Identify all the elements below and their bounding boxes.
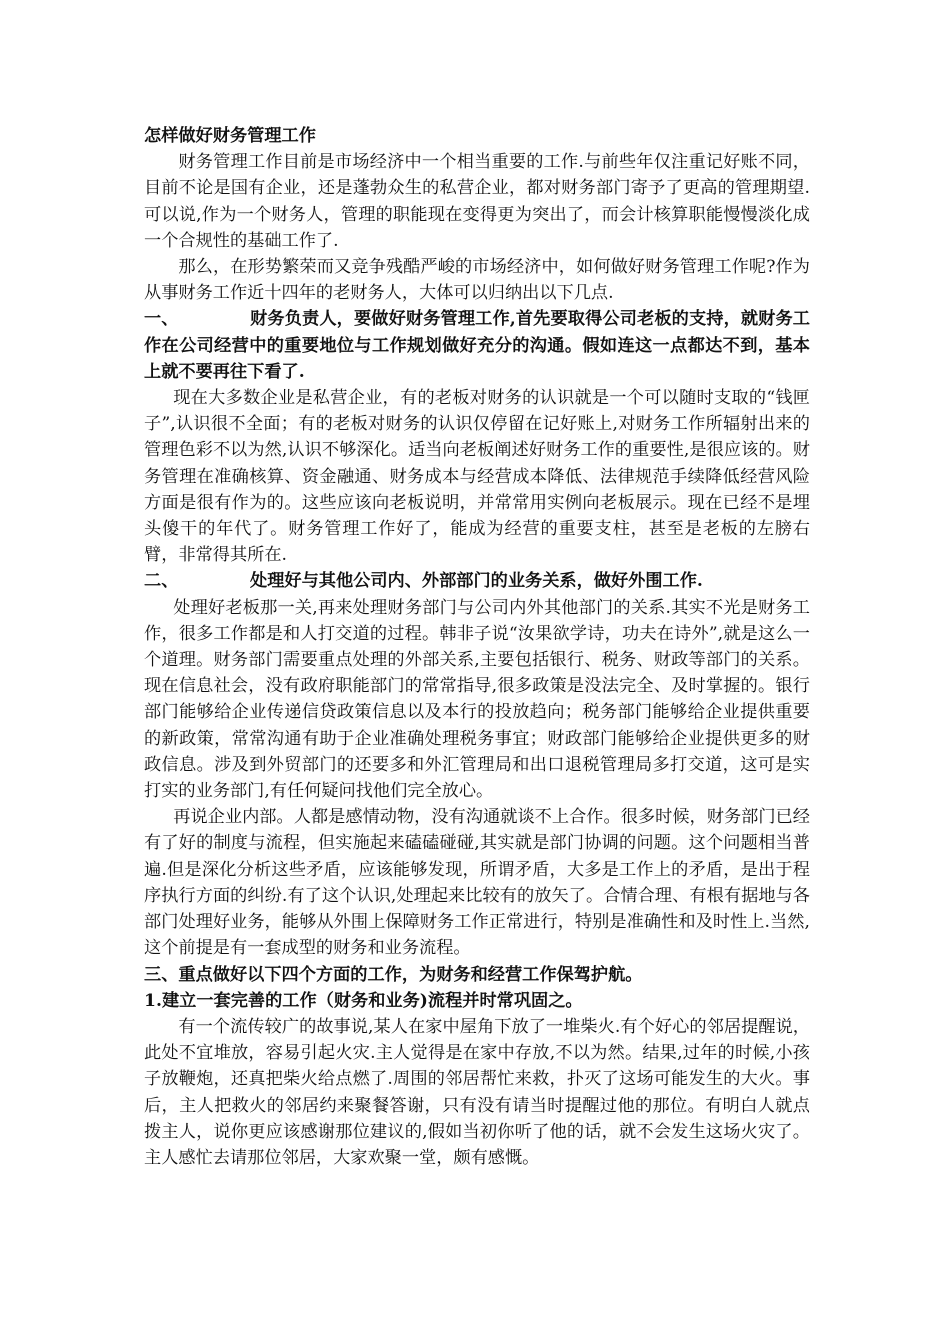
document-page — [144, 123, 810, 1171]
section-1-body: 现在大多数企业是私营企业，有的老板对财务的认识就是一个可以随时支取的“钱匣子”,认识很不全面；有的老板对财务的认识仅停留在记好账上,对财务工作所辐射出来的管理色彩不以为然,认识不够深化。适当向老板阐述好财务工作的重要性,是很应该的。财务管理在准确核算、资金融通、财务成本与经营成本降低、法律规范手续降低经营风险方面是很有作为的。这些应该向老板说明，并常常用实例向老板展示。现在已经不是埋头傻干的年代了。财务管理工作好了，能成为经营的重要支柱，甚至是老板的左膀右臂，非常得其所在. — [144, 388, 810, 566]
document-title: 怎样做好财务管理工作 — [144, 126, 316, 146]
section-2-heading-text: 处理好与其他公司内、外部部门的业务关系，做好外围工作. — [250, 571, 703, 592]
section-2-body-1: 处理好老板那一关,再来处理财务部门与公司内外其他部门的关系.其实不光是财务工作，很多工作都是和人打交道的过程。韩非子说“汝果欲学诗，功夫在诗外”,就是这么一个道理。财务部门需要重点处理的外部关系,主要包括银行、税务、财政等部门的关系。现在信息社会，没有政府职能部门的常常指导,很多政策是没法完全、及时掌握的。银行部门能够给企业传递信贷政策信息以及本行的投放趋向；税务部门能够给企业提供重要的新政策，常常沟通有助于企业准确处理税务事宜；财政部门能够给企业提供更多的财政信息。涉及到外贸部门的还要多和外汇管理局和出口退税管理局多打交道，这可是实打实的业务部门,有任何疑问找他们完全放心。 — [144, 597, 810, 802]
section-2-number: 二、 — [144, 571, 179, 592]
intro-paragraph-2: 那么，在形势繁荣而又竞争残酷严峻的市场经济中，如何做好财务管理工作呢?作为从事财务工作近十四年的老财务人，大体可以归纳出以下几点. — [144, 257, 810, 304]
section-2-body-2: 再说企业内部。人都是感情动物，没有沟通就谈不上合作。很多时候，财务部门已经有了好的制度与流程，但实施起来磕磕碰碰,其实就是部门协调的问题。这个问题相当普遍.但是深化分析这些矛盾，应该能够发现，所谓矛盾，大多是工作上的矛盾，是出于程序执行方面的纠纷.有了这个认识,处理起来比较有的放矢了。合情合理、有根有据地与各部门处理好业务，能够从外围上保障财务工作正常进行，特别是准确性和及时性上.当然,这个前提是有一套成型的财务和业务流程。 — [144, 807, 810, 959]
section-3-item-1-body: 有一个流传较广的故事说,某人在家中屋角下放了一堆柴火.有个好心的邻居提醒说，此处不宜堆放，容易引起火灾.主人觉得是在家中存放,不以为然。结果,过年的时候,小孩子放鞭炮，还真把柴火给点燃了.周围的邻居帮忙来救，扑灭了这场可能发生的大火。事后，主人把救火的邻居约来聚餐答谢，只有没有请当时提醒过他的那位。有明白人就点拨主人，说你更应该感谢那位建议的,假如当初你听了他的话，就不会发生这场火灾了。主人感忙去请那位邻居，大家欢聚一堂，颇有感慨。 — [144, 1016, 810, 1168]
section-1-number: 一、 — [144, 309, 179, 330]
section-3-item-1-heading: 1.建立一套完善的工作（财务和业务)流程并时常巩固之。 — [144, 990, 583, 1011]
section-3-heading: 三、重点做好以下四个方面的工作，为财务和经营工作保驾护航。 — [144, 964, 643, 985]
section-1-heading — [144, 306, 810, 385]
intro-paragraph-1: 财务管理工作目前是市场经济中一个相当重要的工作.与前些年仅注重记好账不同，目前不论是国有企业，还是蓬勃众生的私营企业，都对财务部门寄予了更高的管理期望.可以说,作为一个财务人，管理的职能现在变得更为突出了，而会计核算职能慢慢淡化成一个合规性的基础工作了. — [144, 152, 810, 251]
section-2-heading — [144, 568, 810, 594]
section-1-heading-text: 财务负责人，要做好财务管理工作,首先要取得公司老板的支持，就财务工作在公司经营中的重要地位与工作规划做好充分的沟通。假如连这一点都达不到，基本上就不要再往下看了. — [144, 309, 810, 382]
